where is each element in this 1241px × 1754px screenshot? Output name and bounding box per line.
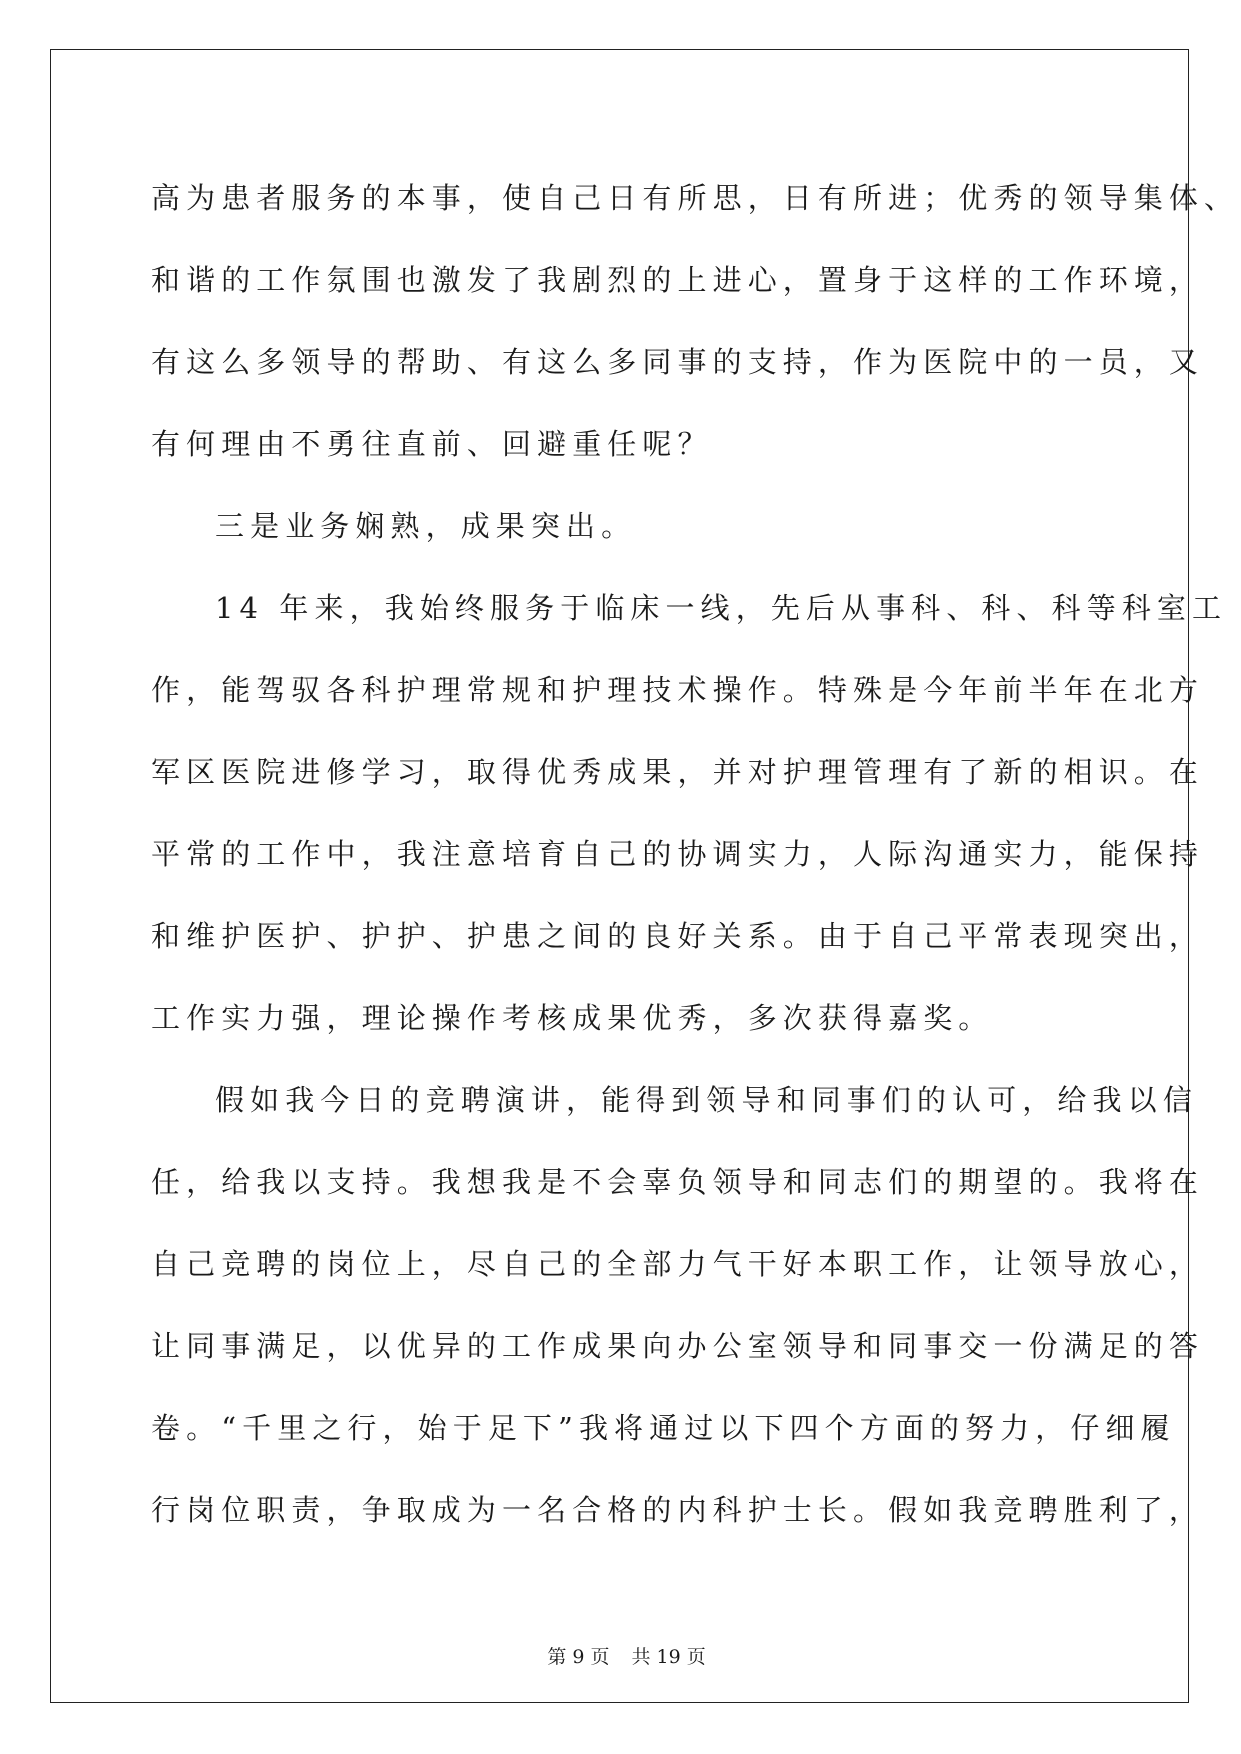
text-line: 和谐的工作氛围也激发了我剧烈的上进心，置身于这样的工作环境， xyxy=(151,263,1205,297)
page-total: 共 19 页 xyxy=(631,1646,706,1668)
text-line: 行岗位职责，争取成为一名合格的内科护士长。假如我竞聘胜利了， xyxy=(151,1493,1205,1527)
text-line: 假如我今日的竞聘演讲，能得到领导和同事们的认可，给我以信 xyxy=(215,1083,1198,1117)
text-line: 工作实力强，理论操作考核成果优秀，多次获得嘉奖。 xyxy=(151,1001,994,1035)
document-body xyxy=(151,157,1240,1551)
text-line: 14 年来，我始终服务于临床一线，先后从事科、科、科等科室工 xyxy=(215,591,1228,625)
text-line: 任，给我以支持。我想我是不会辜负领导和同志们的期望的。我将在 xyxy=(151,1165,1205,1199)
text-line: 自己竞聘的岗位上，尽自己的全部力气干好本职工作，让领导放心， xyxy=(151,1247,1205,1281)
text-line: 高为患者服务的本事，使自己日有所思，日有所进；优秀的领导集体、 xyxy=(151,181,1240,215)
text-line: 有何理由不勇往直前、回避重任呢？ xyxy=(151,427,713,461)
text-line: 平常的工作中，我注意培育自己的协调实力，人际沟通实力，能保持 xyxy=(151,837,1205,871)
page-number: 第 9 页 xyxy=(547,1646,610,1668)
text-line: 有这么多领导的帮助、有这么多同事的支持，作为医院中的一员，又 xyxy=(151,345,1205,379)
text-line: 让同事满足，以优异的工作成果向办公室领导和同事交一份满足的答 xyxy=(151,1329,1205,1363)
text-line: 卷。“千里之行，始于足下”我将通过以下四个方面的努力，仔细履 xyxy=(151,1411,1176,1445)
text-line: 作，能驾驭各科护理常规和护理技术操作。特殊是今年前半年在北方 xyxy=(151,673,1205,707)
page-footer xyxy=(0,1620,1241,1669)
text-line: 军区医院进修学习，取得优秀成果，并对护理管理有了新的相识。在 xyxy=(151,755,1205,789)
text-line: 和维护医护、护护、护患之间的良好关系。由于自己平常表现突出， xyxy=(151,919,1205,953)
paragraph-heading: 三是业务娴熟，成果突出。 xyxy=(215,509,637,543)
